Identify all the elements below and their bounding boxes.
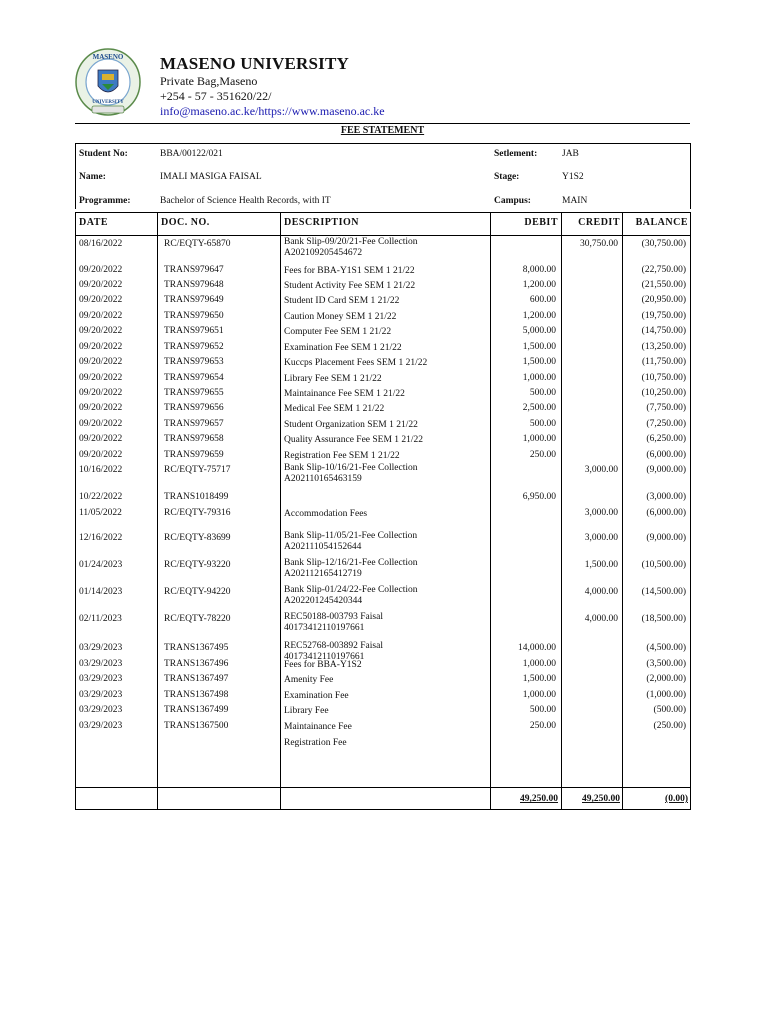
programme-label: Programme: [79,196,131,206]
header-doc-no: DOC. NO. [161,217,210,228]
table-header [76,213,690,236]
row-balance: (21,550.00) [641,280,686,290]
row-doc-no: TRANS979648 [164,280,224,290]
row-credit: 1,500.00 [584,560,618,570]
row-credit: 30,750.00 [580,239,618,249]
row-description [284,327,391,338]
row-balance: (6,250.00) [646,434,686,444]
row-description [284,266,415,277]
row-debit: 1,500.00 [522,674,556,684]
row-date: 01/14/2023 [79,587,123,597]
row-balance: (9,000.00) [646,465,686,475]
row-description-line: A202201245420344 [284,596,363,606]
row-description [284,722,352,733]
row-balance: (20,950.00) [641,295,686,305]
row-date: 10/22/2022 [79,492,123,502]
programme: Bachelor of Science Health Records, with IT [160,196,331,206]
row-description-line: Student ID Card SEM 1 21/22 [284,296,400,306]
campus: MAIN [562,196,588,206]
row-debit: 250.00 [529,450,556,460]
settlement-label: Setlement: [494,149,538,159]
row-balance: (6,000.00) [646,450,686,460]
row-credit: 4,000.00 [584,587,618,597]
row-debit: 500.00 [529,419,556,429]
row-doc-no: TRANS979653 [164,357,224,367]
row-date: 10/16/2022 [79,465,123,475]
row-doc-no: TRANS1367500 [164,721,229,731]
row-date: 09/20/2022 [79,434,123,444]
row-balance: (13,250.00) [641,342,686,352]
row-credit: 3,000.00 [584,508,618,518]
row-description-line: Computer Fee SEM 1 21/22 [284,327,392,337]
row-credit: 4,000.00 [584,614,618,624]
transactions-table [75,212,691,810]
row-description [284,612,383,634]
phone: +254 - 57 - 351620/22/ [160,89,272,103]
row-description-line: Bank Slip-11/05/21-Fee Collection [284,531,418,541]
header-balance: BALANCE [635,217,688,228]
row-balance: (18,500.00) [641,614,686,624]
university-logo [74,48,142,122]
row-description [284,404,384,415]
row-date: 09/20/2022 [79,388,123,398]
row-doc-no: RC/EQTY-65870 [164,239,231,249]
row-description-line: Maintainance Fee SEM 1 21/22 [284,389,405,399]
header-debit: DEBIT [524,217,558,228]
row-description [284,389,405,400]
row-doc-no: TRANS979651 [164,326,224,336]
row-description [284,463,418,485]
row-debit: 14,000.00 [518,643,556,653]
row-debit: 500.00 [529,705,556,715]
university-name: MASENO UNIVERSITY [160,54,350,73]
row-description [284,420,418,431]
row-debit: 1,000.00 [522,690,556,700]
row-debit: 6,950.00 [522,492,556,502]
total-debit: 49,250.00 [520,794,558,804]
row-date: 09/20/2022 [79,280,123,290]
settlement: JAB [562,149,579,159]
row-balance: (3,000.00) [646,492,686,502]
row-balance: (11,750.00) [642,357,686,367]
stage-label: Stage: [494,172,520,182]
row-description [284,435,423,446]
row-date: 09/20/2022 [79,403,123,413]
row-doc-no: TRANS1367495 [164,643,229,653]
row-description-line: REC50188-003793 Faisal [284,612,383,622]
row-debit: 5,000.00 [522,326,556,336]
row-description-line: 40173412110197661 [284,623,365,633]
row-doc-no: TRANS979658 [164,434,224,444]
row-debit: 1,500.00 [522,357,556,367]
row-date: 09/20/2022 [79,450,123,460]
total-balance: (0.00) [665,794,688,804]
row-description [284,451,400,462]
row-balance: (10,750.00) [641,373,686,383]
campus-label: Campus: [494,196,531,206]
row-balance: (9,000.00) [646,533,686,543]
row-doc-no: TRANS979654 [164,373,224,383]
row-description [284,691,349,702]
row-description [284,531,417,553]
row-balance: (1,000.00) [646,690,686,700]
row-description-line: Student Activity Fee SEM 1 21/22 [284,281,416,291]
row-description-line: A202110165463159 [284,474,362,484]
row-balance: (6,000.00) [646,508,686,518]
row-debit: 8,000.00 [522,265,556,275]
row-date: 03/29/2023 [79,721,123,731]
row-date: 02/11/2023 [79,614,122,624]
row-description [284,237,418,259]
statement-header [75,123,690,144]
row-description-line: Amenity Fee [284,675,334,685]
row-description-line: Student Organization SEM 1 21/22 [284,420,418,430]
row-doc-no: RC/EQTY-93220 [164,560,231,570]
statement-title: FEE STATEMENT [340,125,425,136]
logo-bottom-text: UNIVERSITY [92,100,124,105]
row-description-line: Library Fee [284,706,329,716]
row-debit: 1,200.00 [522,280,556,290]
row-description-line: Maintainance Fee [284,722,352,732]
row-doc-no: TRANS1367498 [164,690,229,700]
row-credit: 3,000.00 [584,533,618,543]
row-debit: 1,000.00 [522,373,556,383]
student-no-label: Student No: [79,149,128,159]
row-description [284,358,427,369]
row-description [284,675,333,686]
row-date: 09/20/2022 [79,419,123,429]
row-balance: (14,500.00) [641,587,686,597]
row-doc-no: TRANS979647 [164,265,224,275]
row-doc-no: TRANS1367497 [164,674,229,684]
row-balance: (10,500.00) [641,560,686,570]
row-debit: 1,500.00 [522,342,556,352]
row-debit: 500.00 [529,388,556,398]
row-doc-no: TRANS979656 [164,403,224,413]
row-description-line: Bank Slip-09/20/21-Fee Collection [284,237,418,247]
row-description-line: Registration Fee SEM 1 21/22 [284,451,400,461]
row-doc-no: TRANS1367496 [164,659,229,669]
row-description [284,585,418,607]
row-description [284,281,415,292]
row-description-line: Examination Fee [284,691,349,701]
row-description [284,660,362,671]
row-description-line: Registration Fee [284,738,347,748]
row-debit: 1,000.00 [522,659,556,669]
row-date: 03/29/2023 [79,690,123,700]
row-date: 09/20/2022 [79,295,123,305]
total-credit: 49,250.00 [582,794,620,804]
row-balance: (19,750.00) [641,311,686,321]
row-description [284,706,329,717]
row-doc-no: TRANS979650 [164,311,224,321]
row-doc-no: TRANS979657 [164,419,224,429]
row-description-line: Fees for BBA-Y1S1 SEM 1 21/22 [284,266,415,276]
row-balance: (4,500.00) [646,643,686,653]
row-debit: 1,200.00 [522,311,556,321]
row-date: 09/20/2022 [79,326,123,336]
column-divider [157,213,158,809]
row-date: 03/29/2023 [79,705,123,715]
row-balance: (14,750.00) [641,326,686,336]
row-doc-no: TRANS979652 [164,342,224,352]
row-date: 01/24/2023 [79,560,123,570]
student-no: BBA/00122/021 [160,149,223,159]
row-balance: (30,750.00) [641,239,686,249]
row-debit: 250.00 [529,721,556,731]
header-credit: CREDIT [578,217,620,228]
row-date: 11/05/2022 [79,508,122,518]
row-doc-no: TRANS979659 [164,450,224,460]
row-description [284,509,367,520]
row-description-line: REC52768-003892 Faisal [284,641,383,651]
row-description [284,312,396,323]
row-description [284,296,399,307]
row-debit: 2,500.00 [522,403,556,413]
row-date: 03/29/2023 [79,659,123,669]
row-date: 09/20/2022 [79,357,123,367]
student-name: IMALI MASIGA FAISAL [160,172,262,182]
row-description [284,374,382,385]
row-doc-no: RC/EQTY-78220 [164,614,231,624]
row-date: 09/20/2022 [79,311,123,321]
row-doc-no: RC/EQTY-75717 [164,465,231,475]
row-description-line: Bank Slip-12/16/21-Fee Collection [284,558,418,568]
header-date: DATE [79,217,109,228]
row-doc-no: TRANS1367499 [164,705,229,715]
row-description-line: Kuccps Placement Fees SEM 1 21/22 [284,358,428,368]
row-date: 03/29/2023 [79,674,123,684]
row-date: 03/29/2023 [79,643,123,653]
name-label: Name: [79,172,106,182]
row-description [284,738,347,749]
row-description-line: A202112165412719 [284,569,362,579]
row-description-line: Examination Fee SEM 1 21/22 [284,343,402,353]
row-date: 09/20/2022 [79,265,123,275]
row-doc-no: RC/EQTY-79316 [164,508,231,518]
row-description-line: Library Fee SEM 1 21/22 [284,374,382,384]
row-description-line: Caution Money SEM 1 21/22 [284,312,397,322]
student-info [75,143,691,209]
row-balance: (500.00) [653,705,686,715]
stage: Y1S2 [562,172,584,182]
row-date: 12/16/2022 [79,533,123,543]
column-divider [280,213,281,809]
row-description [284,558,418,580]
row-description-line: Fees for BBA-Y1S2 [284,660,362,670]
row-doc-no: TRANS979655 [164,388,224,398]
row-description-line: A202111054152644 [284,542,362,552]
row-description-line: 40173412110197661 [284,652,365,662]
row-credit: 3,000.00 [584,465,618,475]
row-debit: 1,000.00 [522,434,556,444]
row-date: 09/20/2022 [79,373,123,383]
row-description-line: Bank Slip-10/16/21-Fee Collection [284,463,418,473]
row-debit: 600.00 [529,295,556,305]
row-balance: (7,250.00) [646,419,686,429]
header-description: DESCRIPTION [284,217,359,228]
logo-top-text: MASENO [92,53,124,61]
row-date: 08/16/2022 [79,239,123,249]
row-doc-no: TRANS1018499 [164,492,229,502]
row-date: 09/20/2022 [79,342,123,352]
row-doc-no: RC/EQTY-94220 [164,587,231,597]
row-doc-no: RC/EQTY-83699 [164,533,231,543]
totals-row [76,787,690,810]
row-balance: (2,000.00) [646,674,686,684]
row-description-line: A202109205454672 [284,248,363,258]
row-description [284,343,402,354]
row-description-line: Medical Fee SEM 1 21/22 [284,404,385,414]
row-doc-no: TRANS979649 [164,295,224,305]
row-balance: (22,750.00) [641,265,686,275]
row-balance: (10,250.00) [641,388,686,398]
row-balance: (3,500.00) [646,659,686,669]
row-balance: (7,750.00) [646,403,686,413]
contact-link[interactable]: info@maseno.ac.ke/https://www.maseno.ac.ke [160,104,385,118]
row-balance: (250.00) [653,721,686,731]
address: Private Bag,Maseno [160,74,258,88]
row-description-line: Accommodation Fees [284,509,368,519]
row-description-line: Quality Assurance Fee SEM 1 21/22 [284,435,424,445]
row-description-line: Bank Slip-01/24/22-Fee Collection [284,585,418,595]
